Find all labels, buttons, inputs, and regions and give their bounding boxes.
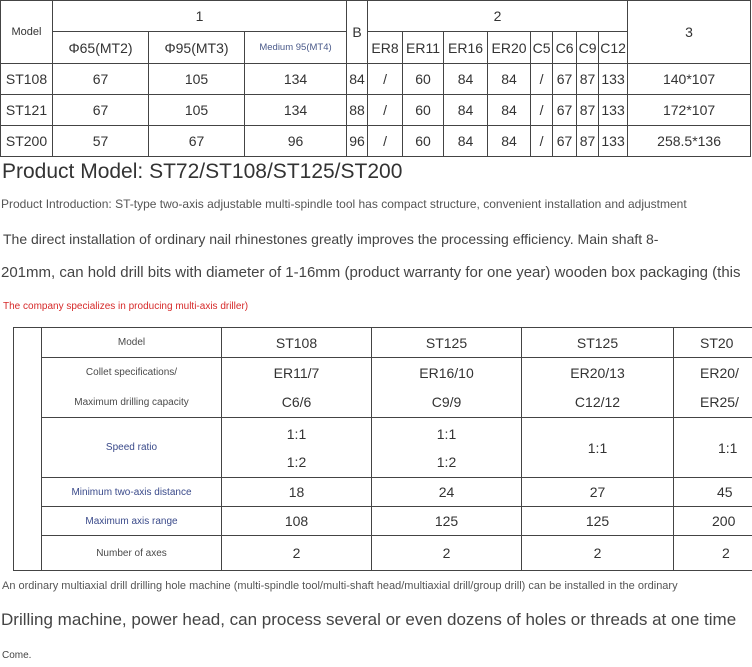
cell-b: 88: [347, 95, 368, 126]
cap-collet-3: ER20/13: [522, 358, 674, 388]
table-row: [1, 95, 751, 126]
cap-header-model: Model: [42, 328, 222, 358]
cap-axes-4: 2: [674, 536, 752, 571]
spec-sub-er8: ER8: [368, 32, 403, 64]
cell-er11: 60: [403, 64, 444, 95]
cap-speed-4: 1:1: [674, 418, 752, 478]
cap-collet-1: ER11/7: [222, 358, 372, 388]
cap-axes-1: 2: [222, 536, 372, 571]
cell-er20: 84: [488, 126, 531, 157]
cell-er8: /: [368, 95, 403, 126]
company-note: The company specializes in producing multi-axis driller): [3, 301, 249, 312]
drilling-description: Drilling machine, power head, can process several or even dozens of holes or threads at one time: [1, 610, 737, 629]
cell-c2: 105: [149, 95, 245, 126]
cap-model-4: ST20: [674, 328, 752, 358]
speed-value: 1:1: [436, 425, 457, 442]
cell-c3: 134: [245, 64, 347, 95]
cap-max-4: 200: [674, 507, 752, 536]
table-row: [1, 64, 751, 95]
spec-sub-er11: ER11: [403, 32, 444, 64]
capability-table: [13, 327, 752, 571]
cap-min-3: 27: [522, 478, 674, 507]
cap-label-speed: Speed ratio: [42, 418, 222, 478]
cell-c12: 133: [599, 95, 628, 126]
table-row: [14, 418, 752, 478]
cap-collet-4: ER20/: [674, 358, 752, 388]
cap-drill-2: C9/9: [372, 388, 522, 418]
product-intro: Product Introduction: ST-type two-axis adjustable multi-spindle tool has compact structure, convenient installation and adjustment: [1, 197, 687, 211]
cell-c9: 87: [577, 126, 599, 157]
cell-er16: 84: [444, 126, 488, 157]
cap-model-1: ST108: [222, 328, 372, 358]
description-line-2: 201mm, can hold drill bits with diameter of 1-16mm (product warranty for one year) wooden box packaging (this: [1, 264, 741, 281]
cap-collet-2: ER16/10: [372, 358, 522, 388]
cap-max-3: 125: [522, 507, 674, 536]
cell-er8: /: [368, 64, 403, 95]
table-row: [14, 507, 752, 536]
cap-speed-2: [372, 418, 522, 478]
cell-c6: 67: [553, 126, 577, 157]
spec-header-group3: 3: [628, 1, 751, 64]
cell-c1: 57: [53, 126, 149, 157]
cell-c1: 67: [53, 64, 149, 95]
cell-g3: 140*107: [628, 64, 751, 95]
closing-text: Come.: [2, 650, 32, 661]
cell-c2: 105: [149, 64, 245, 95]
cap-label-collet: Collet specifications/: [42, 358, 222, 388]
cap-max-2: 125: [372, 507, 522, 536]
cap-min-2: 24: [372, 478, 522, 507]
spec-table: [0, 0, 751, 157]
spec-sub-er20: ER20: [488, 32, 531, 64]
cell-c1: 67: [53, 95, 149, 126]
cell-c6: 67: [553, 64, 577, 95]
cell-c9: 87: [577, 64, 599, 95]
spec-sub-c6: C6: [553, 32, 577, 64]
speed-value: 1:2: [286, 453, 307, 470]
spec-sub-c12: C12: [599, 32, 628, 64]
spec-sub-mt2: Φ65(MT2): [53, 32, 149, 64]
cell-er11: 60: [403, 95, 444, 126]
cell-g3: 172*107: [628, 95, 751, 126]
installation-note: An ordinary multiaxial drill drilling hole machine (multi-spindle tool/multi-shaft head/multiaxial drill/group drill) can be installed in the ordinary: [2, 580, 678, 592]
cap-drill-3: C12/12: [522, 388, 674, 418]
cap-min-4: 45: [674, 478, 752, 507]
cell-er11: 60: [403, 126, 444, 157]
cap-drill-1: C6/6: [222, 388, 372, 418]
cell-er20: 84: [488, 95, 531, 126]
cap-label-axes: Number of axes: [42, 536, 222, 571]
cap-max-1: 108: [222, 507, 372, 536]
cell-c5: /: [531, 126, 553, 157]
spec-sub-c5: C5: [531, 32, 553, 64]
cell-c5: /: [531, 95, 553, 126]
cap-model-2: ST125: [372, 328, 522, 358]
cell-c3: 96: [245, 126, 347, 157]
table-row: [14, 478, 752, 507]
cap-drill-4: ER25/: [674, 388, 752, 418]
speed-value: 1:1: [286, 425, 307, 442]
cap-gutter: [14, 358, 42, 571]
cap-label-max-range: Maximum axis range: [42, 507, 222, 536]
table-row: [14, 536, 752, 571]
cell-c12: 133: [599, 64, 628, 95]
spec-sub-mt4: Medium 95(MT4): [245, 32, 347, 64]
cell-er20: 84: [488, 64, 531, 95]
cap-min-1: 18: [222, 478, 372, 507]
product-title: Product Model: ST72/ST108/ST125/ST200: [2, 160, 403, 183]
table-row: [1, 126, 751, 157]
spec-header-group2: 2: [368, 1, 628, 32]
cap-axes-2: 2: [372, 536, 522, 571]
spec-header-b: B: [347, 1, 368, 64]
description-line-1: The direct installation of ordinary nail rhinestones greatly improves the processing efficiency. Main shaft 8-: [3, 231, 659, 247]
cap-label-drill-capacity: Maximum drilling capacity: [42, 388, 222, 418]
spec-sub-c9: C9: [577, 32, 599, 64]
table-row: [14, 328, 752, 358]
cell-c2: 67: [149, 126, 245, 157]
cap-axes-3: 2: [522, 536, 674, 571]
cell-c3: 134: [245, 95, 347, 126]
cell-c9: 87: [577, 95, 599, 126]
cell-b: 84: [347, 64, 368, 95]
cell-model: ST121: [1, 95, 53, 126]
spec-header-model: Model: [1, 1, 53, 64]
cell-b: 96: [347, 126, 368, 157]
cap-model-3: ST125: [522, 328, 674, 358]
spec-sub-er16: ER16: [444, 32, 488, 64]
table-row: [14, 358, 752, 388]
cell-g3: 258.5*136: [628, 126, 751, 157]
spec-header-group1: 1: [53, 1, 347, 32]
cap-gutter: [14, 328, 42, 358]
cell-er16: 84: [444, 64, 488, 95]
cap-speed-3: 1:1: [522, 418, 674, 478]
cell-model: ST200: [1, 126, 53, 157]
cell-c12: 133: [599, 126, 628, 157]
cell-model: ST108: [1, 64, 53, 95]
cell-er16: 84: [444, 95, 488, 126]
cell-c5: /: [531, 64, 553, 95]
speed-value: 1:2: [436, 453, 457, 470]
table-row: [14, 388, 752, 418]
cap-speed-1: [222, 418, 372, 478]
spec-sub-mt3: Φ95(MT3): [149, 32, 245, 64]
cap-label-min-distance: Minimum two-axis distance: [42, 478, 222, 507]
cell-c6: 67: [553, 95, 577, 126]
cell-er8: /: [368, 126, 403, 157]
